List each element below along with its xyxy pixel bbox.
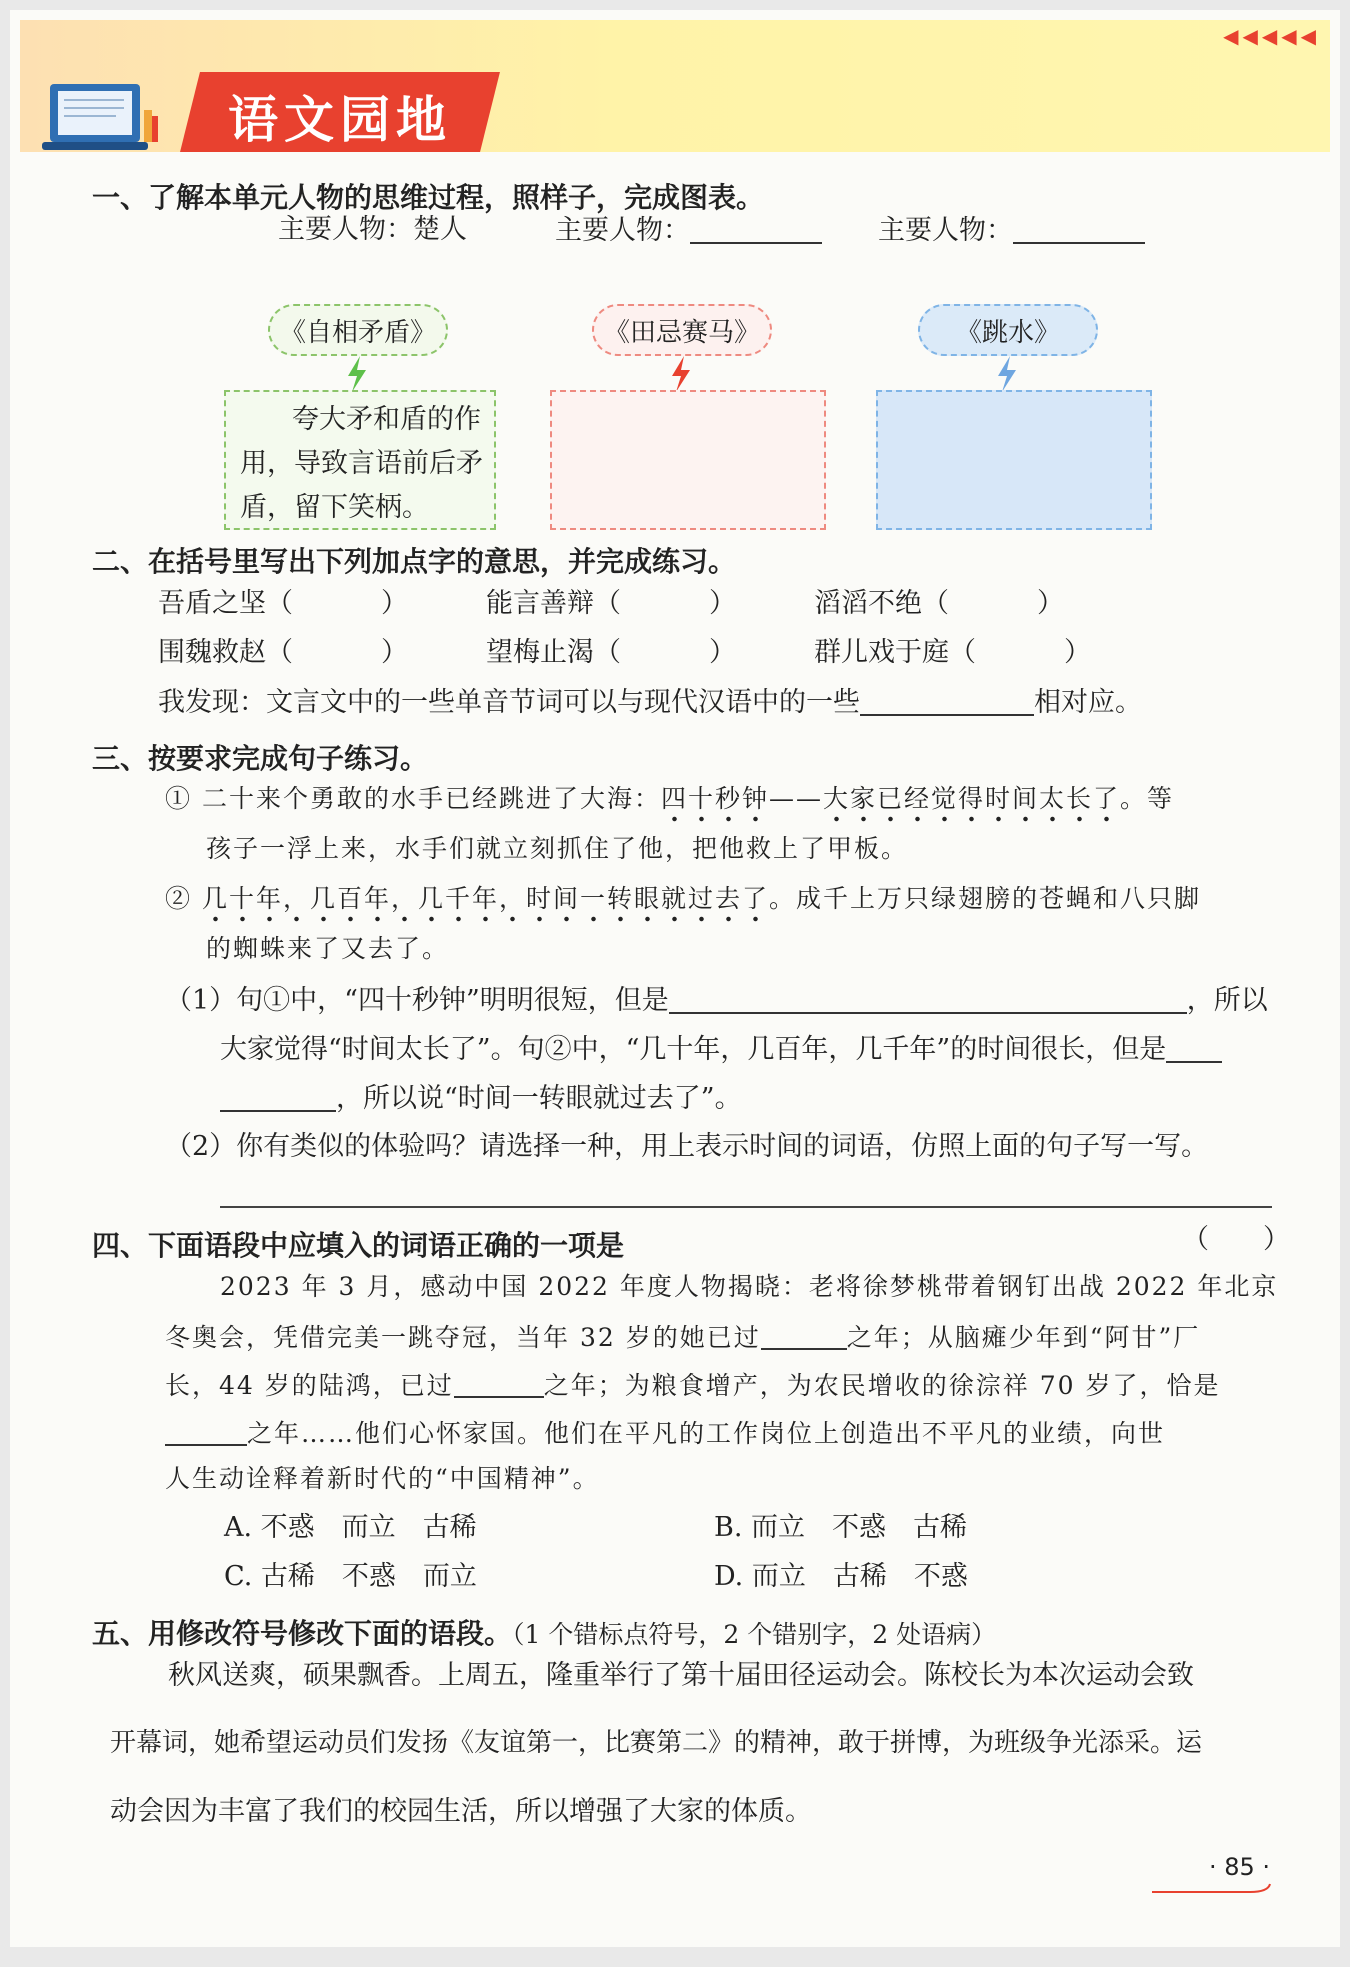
sentence-2: ② 几十年，几百年，几千年，时间一转眼就过去了。成千上万只绿翅膀的苍蝇和八只脚 (165, 886, 1201, 911)
passage-line-5: 人生动诠释着新时代的“中国精神”。 (165, 1464, 600, 1493)
edit-line-1: 秋风送爽，硕果飘香。上周五，隆重举行了第十届田径运动会。陈校长为本次运动会致 (168, 1660, 1194, 1691)
banner-title: 语文园地 (228, 91, 452, 149)
section5-heading: 五、用修改符号修改下面的语段。（1 个错标点符号，2 个错别字，2 处语病） (92, 1617, 997, 1650)
answer-box-1 (224, 390, 496, 530)
section5-note: （1 个错标点符号，2 个错别字，2 处语病） (512, 1620, 997, 1649)
question-2: （2）你有类似的体验吗？请选择一种，用上表示时间的词语，仿照上面的句子写一写。 (165, 1131, 1209, 1162)
edit-line-3: 动会因为丰富了我们的校园生活，所以增强了大家的体质。 (110, 1796, 812, 1827)
example-line-3: 盾，留下笑柄。 (240, 492, 429, 523)
passage-line-4: 之年……他们心怀家国。他们在平凡的工作岗位上创造出不平凡的业绩，向世 (165, 1418, 1165, 1446)
col3-character-blank[interactable] (1013, 216, 1145, 244)
option-a[interactable]: A. 不惑 而立 古稀 (224, 1512, 477, 1543)
vocab-item: 吾盾之坚（ ） (158, 588, 408, 619)
q1-blank-2a[interactable] (1166, 1035, 1222, 1063)
edit-line-2: 开幕词，她希望运动员们发扬《友谊第一，比赛第二》的精神，敢于拼博，为班级争光添采。运 (110, 1728, 1203, 1758)
option-b[interactable]: B. 而立 不惑 古稀 (714, 1512, 968, 1543)
q1-blank-2b[interactable] (220, 1084, 336, 1112)
question-1-line3: ，所以说“时间一转眼就过去了”。 (220, 1084, 742, 1112)
example-line-1: 夸大矛和盾的作 (292, 404, 481, 435)
q2-answer-line[interactable] (220, 1206, 1272, 1208)
finding-sentence: 我发现：文言文中的一些单音节词可以与现代汉语中的一些 相对应。 (158, 687, 1142, 718)
passage-blank-3[interactable] (165, 1418, 247, 1446)
worksheet-page (10, 10, 1340, 1947)
sentence-1: ① 二十来个勇敢的水手已经跳进了大海：四十秒钟——大家已经觉得时间太长了。等 (165, 786, 1174, 811)
vocab-item: 能言善辩（ ） (486, 588, 736, 619)
page-number: · 85 · (1208, 1853, 1270, 1881)
example-line-2: 用，导致言语前后矛 (240, 448, 483, 479)
option-d[interactable]: D. 而立 古稀 不惑 (714, 1561, 968, 1592)
q1-blank-1[interactable] (669, 986, 1187, 1014)
answer-box-2[interactable] (550, 390, 826, 530)
passage-line-3: 长，44 岁的陆鸿，已过 之年；为粮食增产，为农民增收的徐淙祥 70 岁了，恰是 (165, 1371, 1221, 1400)
answer-bracket[interactable]: （ ） (1182, 1224, 1290, 1255)
lightning-icon (346, 356, 368, 392)
section1-heading: 一、了解本单元人物的思维过程，照样子，完成图表。 (92, 181, 765, 214)
passage-line-2: 冬奥会，凭借完美一跳夺冠，当年 32 岁的她已过 之年；从脑瘫少年到“阿甘”厂 (165, 1323, 1201, 1352)
section4-heading: 四、下面语段中应填入的词语正确的一项是 (92, 1229, 625, 1262)
answer-box-3[interactable] (876, 390, 1152, 530)
option-c[interactable]: C. 古稀 不惑 而立 (224, 1561, 477, 1592)
vocab-item: 围魏救赵（ ） (158, 637, 408, 668)
decor-arrows-icon: ◀◀◀◀◀ (1223, 24, 1320, 48)
col2-character: 主要人物： (555, 216, 822, 244)
page-swoosh-icon (1150, 1878, 1280, 1898)
vocab-item: 望梅止渴（ ） (486, 637, 736, 668)
col2-character-blank[interactable] (690, 216, 822, 244)
laptop-icon (40, 80, 160, 160)
passage-blank-2[interactable] (454, 1370, 544, 1398)
col3-character: 主要人物： (878, 216, 1145, 244)
lightning-icon (670, 356, 692, 392)
lightning-icon (996, 356, 1018, 392)
passage-blank-1[interactable] (761, 1322, 847, 1350)
vocab-item: 滔滔不绝（ ） (814, 588, 1064, 619)
sentence-1-line2: 孩子一浮上来，水手们就立刻抓住了他，把他救上了甲板。 (206, 834, 909, 863)
story-pill-3: 《跳水》 (918, 304, 1098, 356)
story-pill-2: 《田忌赛马》 (592, 304, 772, 356)
section3-heading: 三、按要求完成句子练习。 (92, 742, 429, 775)
sentence-2-line2: 的蜘蛛来了又去了。 (206, 934, 450, 963)
col1-character: 主要人物：楚人 (278, 214, 467, 245)
story-pill-1: 《自相矛盾》 (268, 304, 448, 356)
section2-heading: 二、在括号里写出下列加点字的意思，并完成练习。 (92, 545, 737, 578)
vocab-item: 群儿戏于庭（ ） (814, 637, 1091, 668)
question-1: （1）句①中，“四十秒钟”明明很短，但是 ，所以 (165, 985, 1268, 1016)
passage-line-1: 2023 年 3 月，感动中国 2022 年度人物揭晓：老将徐梦桃带着钢钉出战 2022 年北京 (220, 1272, 1279, 1301)
finding-blank[interactable] (860, 688, 1034, 716)
question-1-line2: 大家觉得“时间太长了”。句②中，“几十年，几百年，几千年”的时间很长，但是 (220, 1035, 1222, 1063)
